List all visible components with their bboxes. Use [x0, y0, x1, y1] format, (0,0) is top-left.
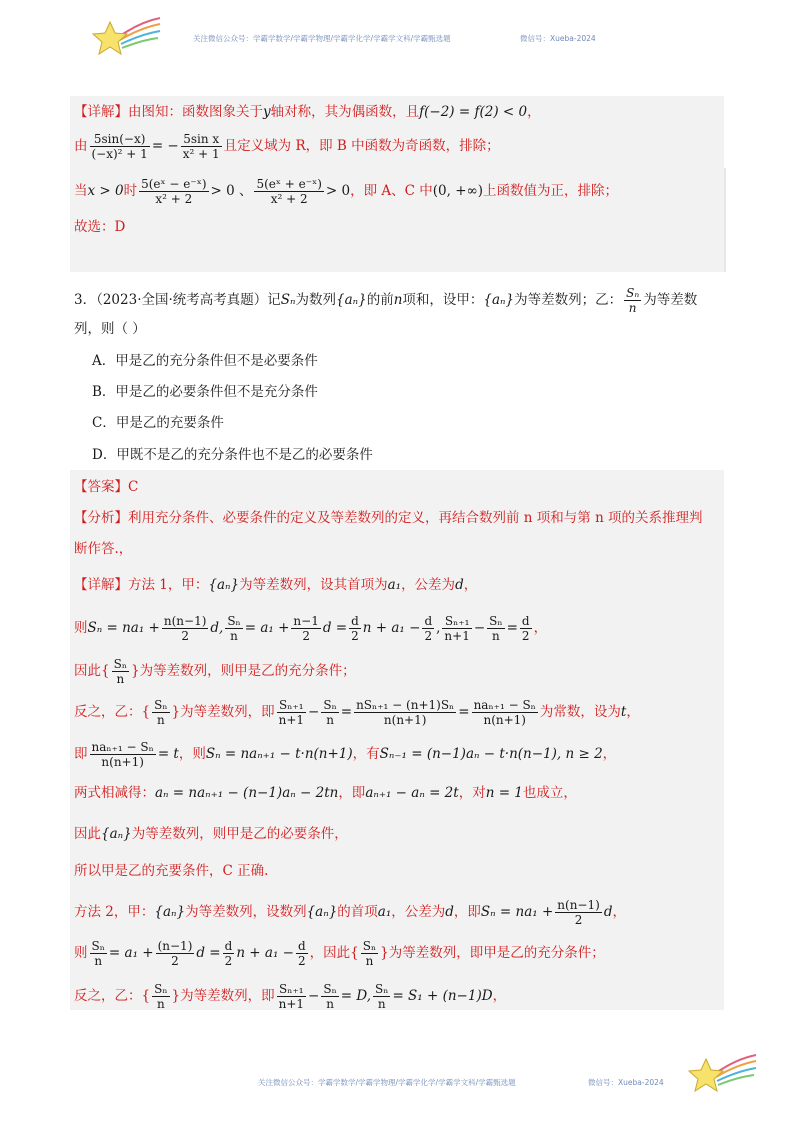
- detail-m1-line-7: 因此{aₙ}为等差数列，则甲是乙的必要条件，: [74, 826, 348, 842]
- page-header: [0, 0, 794, 80]
- detail-m1-line-5: 即 $\frac{\text{naₙ₊₁ − Sₙ}}{n(n+1)}$ = t，则Sₙ = naₙ₊₁ − t·n(n+1)，有Sₙ₋₁ = (n−1)aₙ − t·n(n−1), n ≥ 2，: [74, 740, 617, 769]
- footer-wechat: 微信号：Xueba-2024: [588, 1078, 664, 1087]
- detail-line-3: 当x > 0时 $\frac{\text{5(eˣ − e⁻ˣ)}}{\text{x² + 2}}$ > 0 、 $\frac{\text{5(eˣ + e⁻ˣ)}}{\text{x² + 2}}$ > 0，即 A、C 中(0, +∞)上函数值为正，排除；: [74, 177, 619, 206]
- analysis-line-1: 【分析】利用充分条件、必要条件的定义及等差数列的定义，再结合数列前 n 项和与第 n 项的关系推理判: [74, 510, 703, 526]
- detail-m2-line-2: 则 $\frac{\text{Sₙ}}{n}$ = a₁ + $\frac{(n-1)}{2}$ d = $\frac{d}{2}$ n + a₁ − $\frac{d}{2}$ ，因此{ $\frac{\text{Sₙ}}{n}$ }为等差数列，即甲是乙的充分条件；: [74, 939, 605, 968]
- option-b: B．甲是乙的必要条件但不是充分条件: [92, 384, 318, 400]
- detail-line-1: 【详解】由图知：函数图象关于y轴对称，其为偶函数，且f(−2) = f(2) < 0，: [74, 104, 541, 120]
- detail-m2-line-1: 方法 2，甲：{aₙ}为等差数列，设数列{aₙ}的首项a₁，公差为d，即Sₙ = na₁ + $\frac{n(n-1)}{2}$ d，: [74, 898, 626, 927]
- star-logo-icon: [90, 14, 162, 60]
- detail-m1-line-8: 所以甲是乙的充要条件，C 正确.: [74, 863, 269, 879]
- detail-m1-line-1: 【详解】方法 1，甲：{aₙ}为等差数列，设其首项为a₁，公差为d，: [74, 577, 478, 593]
- detail-m1-line-6: 两式相减得：aₙ = naₙ₊₁ − (n−1)aₙ − 2tn，即aₙ₊₁ − aₙ = 2t，对n = 1也成立，: [74, 785, 577, 801]
- detail-line-4: 故选：D: [74, 219, 126, 235]
- option-c: C．甲是乙的充要条件: [92, 415, 224, 431]
- detail-m1-line-3: 因此{ $\frac{\text{Sₙ}}{n}$ }为等差数列，则甲是乙的充分条件；: [74, 657, 356, 686]
- star-logo-icon: [686, 1051, 758, 1097]
- box-divider: [724, 168, 726, 272]
- footer-text: 关注微信公众号：学霸学数学/学霸学物理/学霸学化学/学霸学文科/学霸甄选题: [258, 1078, 516, 1087]
- detail-m1-line-4: 反之，乙：{ $\frac{\text{Sₙ}}{n}$ }为等差数列，即 $\frac{\text{Sₙ₊₁}}{n+1}$ − $\frac{\text{Sₙ}}{n}$ = $\frac{\text{nSₙ₊₁ − (n+1)Sₙ}}{n(n+1)}$ = $\frac{\text{naₙ₊₁ − Sₙ}}{n(n+1)}$ 为常数，设为t，: [74, 698, 640, 727]
- option-a: A．甲是乙的充分条件但不是必要条件: [92, 353, 318, 369]
- detail-m2-line-3: 反之，乙：{ $\frac{\text{Sₙ}}{n}$ }为等差数列，即 $\frac{\text{Sₙ₊₁}}{n+1}$ − $\frac{\text{Sₙ}}{n}$ = D, $\frac{\text{Sₙ}}{n}$ = S₁ + (n−1)D，: [74, 982, 507, 1011]
- detail-line-2: 由 $\frac{5\sin(-x)}{\text{(−x)² + 1}}$ = − $\frac{\text{5sin x}}{\text{x² + 1}}$ 且定义域为 R，即 B 中函数为奇函数，排除；: [74, 132, 500, 161]
- detail-m1-line-2: 则Sₙ = na₁ + $\frac{n(n-1)}{2}$ d, $\frac{\text{Sₙ}}{n}$ = a₁ + $\frac{n-1}{2}$ d = $\frac{d}{2}$ n + a₁ − $\frac{d}{2}$ , $\frac{\text{Sₙ₊₁}}{n+1}$ − $\frac{\text{Sₙ}}{n}$ = $\frac{d}{2}$ ，: [74, 614, 548, 643]
- question-stem-2: 列，则（ ）: [74, 321, 146, 337]
- answer-line: 【答案】C: [74, 479, 139, 495]
- header-wechat: 微信号：Xueba-2024: [520, 34, 596, 43]
- header-text: 关注微信公众号：学霸学数学/学霸学物理/学霸学化学/学霸学文科/学霸甄选题: [193, 34, 451, 43]
- option-d: D．甲既不是乙的充分条件也不是乙的必要条件: [92, 447, 373, 463]
- question-stem: 3．（2023·全国·统考高考真题）记Sₙ为数列{aₙ}的前n项和，设甲：{aₙ}为等差数列；乙： $\frac{\text{Sₙ}}{n}$ 为等差数: [74, 286, 698, 315]
- analysis-line-2: 断作答.，: [74, 541, 133, 557]
